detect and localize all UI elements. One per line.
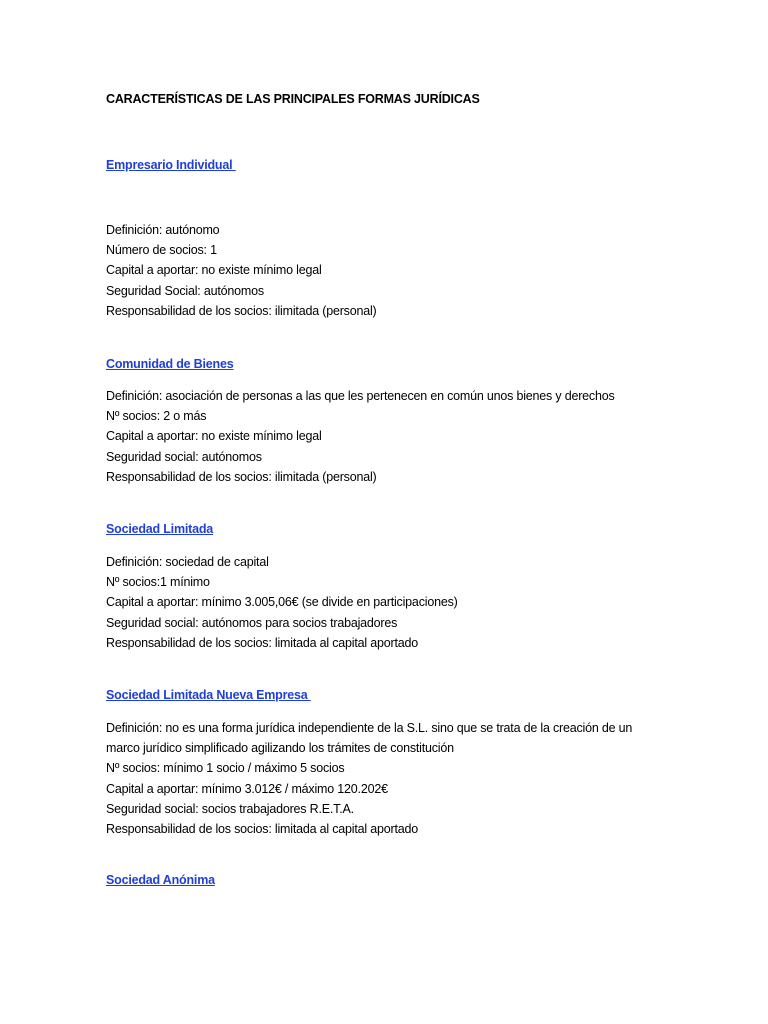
text-line: Nº socios: 2 o más xyxy=(106,409,207,424)
text-line: Responsabilidad de los socios: ilimitada (personal) xyxy=(106,303,377,318)
section-heading-sociedad-limitada-nueva-empresa[interactable]: Sociedad Limitada Nueva Empresa xyxy=(106,688,311,702)
text-line: marco jurídico simplificado agilizando los trámites de constitución xyxy=(106,741,454,756)
text-line: Definición: no es una forma jurídica independiente de la S.L. sino que se trata de la creación de un xyxy=(106,721,633,735)
section-body-sociedad-limitada-nueva-empresa xyxy=(106,718,632,839)
text-line: Definición: asociación de personas a las que les pertenecen en común unos bienes y derechos xyxy=(106,389,615,403)
section-heading-empresario-individual[interactable]: Empresario Individual xyxy=(106,158,236,172)
text-line: Definición: sociedad de capital xyxy=(106,555,269,569)
section-heading-sociedad-limitada[interactable]: Sociedad Limitada xyxy=(106,522,214,536)
text-line: Capital a aportar: no existe mínimo legal xyxy=(106,263,322,278)
text-line: Nº socios: mínimo 1 socio / máximo 5 socios xyxy=(106,761,345,776)
text-line: Capital a aportar: no existe mínimo legal xyxy=(106,429,322,444)
section-heading-comunidad-de-bienes[interactable]: Comunidad de Bienes xyxy=(106,357,234,371)
text-line: Nº socios:1 mínimo xyxy=(106,575,210,590)
text-line: Seguridad social: socios trabajadores R.E.T.A. xyxy=(106,801,354,816)
section-body-comunidad-de-bienes xyxy=(106,386,615,487)
section-heading-sociedad-anonima[interactable]: Sociedad Anónima xyxy=(106,873,215,887)
text-line: Definición: autónomo xyxy=(106,223,220,237)
text-line: Capital a aportar: mínimo 3.012€ / máximo 120.202€ xyxy=(106,781,388,796)
text-line: Número de socios: 1 xyxy=(106,243,217,258)
document-title: CARACTERÍSTICAS DE LAS PRINCIPALES FORMAS JURÍDICAS xyxy=(106,92,480,106)
text-line: Seguridad social: autónomos xyxy=(106,449,262,464)
section-body-sociedad-limitada xyxy=(106,552,458,653)
text-line: Seguridad Social: autónomos xyxy=(106,283,264,298)
text-line: Responsabilidad de los socios: limitada al capital aportado xyxy=(106,635,419,650)
text-line: Responsabilidad de los socios: ilimitada (personal) xyxy=(106,469,377,484)
text-line: Responsabilidad de los socios: limitada al capital aportado xyxy=(106,822,419,837)
text-line: Capital a aportar: mínimo 3.005,06€ (se divide en participaciones) xyxy=(106,595,458,610)
text-line: Seguridad social: autónomos para socios trabajadores xyxy=(106,615,398,630)
section-body-empresario-individual xyxy=(106,220,377,321)
